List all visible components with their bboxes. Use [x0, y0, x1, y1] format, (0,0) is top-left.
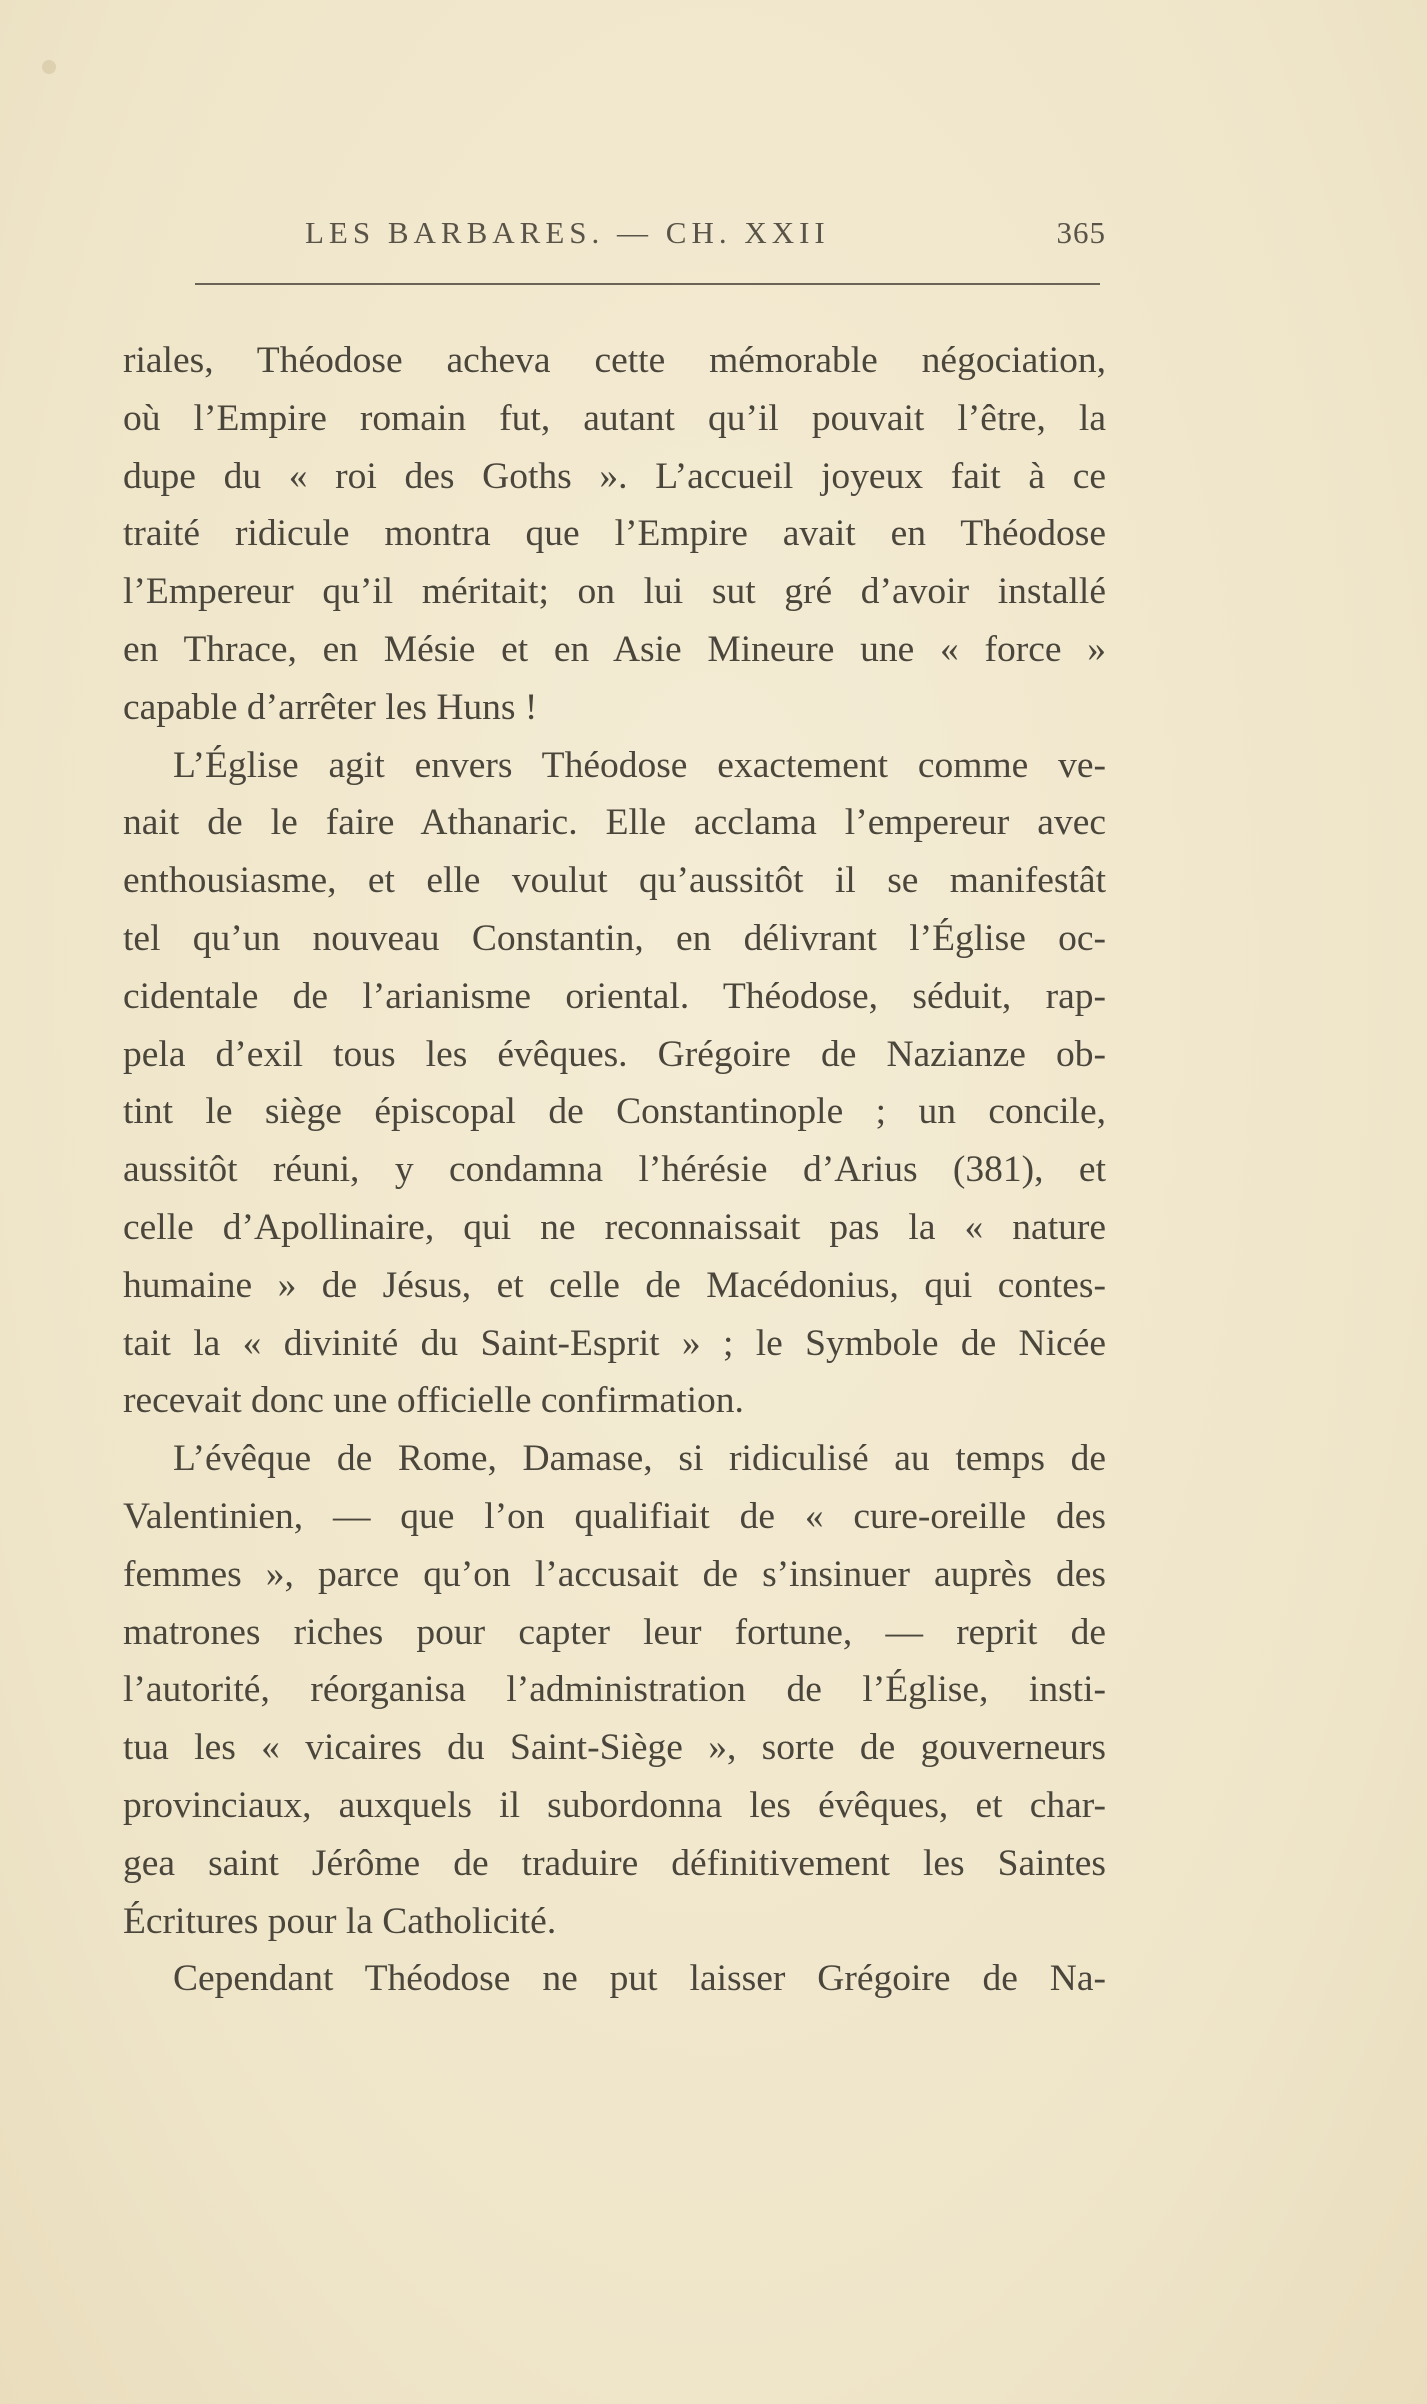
text-line: l’autorité, réorganisa l’administration de l’Église, insti-: [123, 1669, 1106, 1711]
text-line: Cependant Théodose ne put laisser Grégoire de Na-: [173, 1958, 1106, 2000]
text-line: humaine » de Jésus, et celle de Macédonius, qui contes-: [123, 1264, 1106, 1306]
text-line: pela d’exil tous les évêques. Grégoire de Nazianze ob-: [123, 1033, 1106, 1075]
text-line: cidentale de l’arianisme oriental. Théodose, séduit, rap-: [123, 975, 1106, 1017]
text-line: capable d’arrêter les Huns !: [123, 686, 538, 728]
text-line: matrones riches pour capter leur fortune, — reprit de: [123, 1611, 1106, 1653]
text-line: recevait donc une officielle confirmation.: [123, 1380, 744, 1422]
text-line: Valentinien, — que l’on qualifiait de « cure-oreille des: [123, 1495, 1106, 1537]
paper-blemish: [42, 60, 56, 74]
text-line: tait la « divinité du Saint-Esprit » ; le Symbole de Nicée: [123, 1322, 1106, 1364]
text-line: tel qu’un nouveau Constantin, en délivrant l’Église oc-: [123, 917, 1106, 959]
text-line: nait de le faire Athanaric. Elle acclama l’empereur avec: [123, 802, 1106, 844]
text-line: où l’Empire romain fut, autant qu’il pouvait l’être, la: [123, 397, 1106, 439]
text-line: tint le siège épiscopal de Constantinople ; un concile,: [123, 1091, 1106, 1133]
text-line: l’Empereur qu’il méritait; on lui sut gré d’avoir installé: [123, 571, 1106, 613]
body-text: [123, 332, 1106, 2008]
text-line: en Thrace, en Mésie et en Asie Mineure une « force »: [123, 628, 1106, 670]
text-line: Écritures pour la Catholicité.: [123, 1900, 557, 1942]
text-line: riales, Théodose acheva cette mémorable négociation,: [123, 340, 1106, 381]
text-line: dupe du « roi des Goths ». L’accueil joyeux fait à ce: [123, 455, 1106, 497]
running-title: LES BARBARES. — CH. XXII: [305, 215, 830, 250]
text-line: traité ridicule montra que l’Empire avait en Théodose: [123, 513, 1106, 555]
text-line: femmes », parce qu’on l’accusait de s’insinuer auprès des: [123, 1553, 1106, 1595]
text-line: L’évêque de Rome, Damase, si ridiculisé au temps de: [173, 1438, 1106, 1480]
text-line: enthousiasme, et elle voulut qu’aussitôt il se manifestât: [123, 860, 1106, 902]
page-number: 365: [1056, 215, 1106, 250]
header-rule: [195, 283, 1100, 285]
text-line: L’Église agit envers Théodose exactement comme ve-: [173, 744, 1106, 786]
text-line: tua les « vicaires du Saint-Siège », sorte de gouverneurs: [123, 1727, 1106, 1769]
text-line: provinciaux, auxquels il subordonna les évêques, et char-: [123, 1784, 1106, 1826]
text-line: celle d’Apollinaire, qui ne reconnaissait pas la « nature: [123, 1206, 1106, 1248]
text-line: gea saint Jérôme de traduire définitivement les Saintes: [123, 1842, 1106, 1884]
page-header: [120, 215, 1120, 255]
text-line: aussitôt réuni, y condamna l’hérésie d’Arius (381), et: [123, 1149, 1106, 1191]
